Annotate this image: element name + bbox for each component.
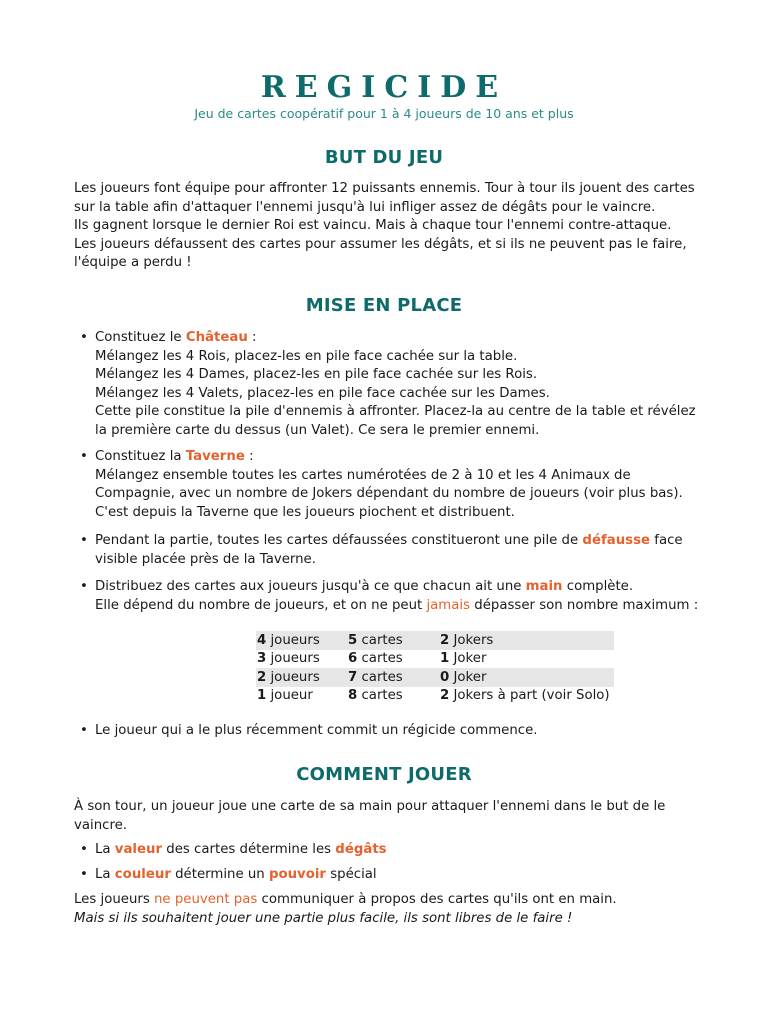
setup-item-chateau: [74, 329, 704, 441]
communication-rule: Les joueurs ne peuvent pas communiquer à propos des cartes qu'ils ont en main. Mais si ils souhaitent jouer une partie plus facile, ils sont libres de le faire !: [74, 892, 617, 926]
chateau-line-1: Mélangez les 4 Rois, placez-les en pile face cachée sur la table.: [95, 348, 518, 364]
setup-item-taverne: [74, 448, 704, 522]
players-cell: 1 joueur: [257, 688, 313, 704]
main-before: Distribuez des cartes aux joueurs jusqu'à ce que chacun ait une: [95, 579, 526, 594]
jokers-cell: 2 Jokers à part (voir Solo): [439, 687, 614, 706]
chateau-line-2: Mélangez les 4 Dames, placez-les en pile face cachée sur les Rois.: [95, 367, 538, 383]
players-cell: 2 joueurs: [256, 668, 347, 687]
table-row: [256, 631, 614, 650]
setup-list-chateau: [74, 329, 704, 441]
table-row: [256, 650, 614, 669]
cards-cell: 5 cartes: [347, 631, 439, 650]
heading-comment-jouer: COMMENT JOUER: [296, 764, 472, 785]
players-cell: 3 joueurs: [257, 651, 320, 667]
main-line2-after: dépasser son nombre maximum :: [470, 597, 699, 613]
page-title: REGICIDE: [260, 70, 508, 105]
keyword-chateau: Château: [185, 330, 248, 345]
keyword-jamais: jamais: [426, 597, 471, 613]
rule-valeur: • La valeur des cartes détermine les dégâts: [74, 841, 704, 860]
table-row: [256, 687, 614, 706]
chateau-intro: Constituez le: [95, 330, 186, 345]
jokers-cell: 2 Jokers: [439, 631, 614, 650]
defausse-after: face visible placée près de la Taverne.: [95, 533, 683, 567]
cards-cell: 6 cartes: [348, 651, 403, 667]
cards-cell: 8 cartes: [348, 688, 403, 704]
setup-list-main: [74, 578, 704, 615]
heading-mise-en-place: MISE EN PLACE: [305, 295, 463, 316]
keyword-couleur: couleur: [114, 866, 171, 882]
setup-item-defausse: [74, 532, 704, 569]
main-line2-before: Elle dépend du nombre de joueurs, et on ne peut: [95, 597, 427, 613]
taverne-line-2: C'est depuis la Taverne que les joueurs piochent et distribuent.: [95, 504, 515, 520]
keyword-ne-peuvent-pas: ne peuvent pas: [154, 892, 258, 907]
taverne-intro: Constituez la: [95, 449, 186, 464]
keyword-main: main: [525, 579, 563, 594]
cards-cell: 7 cartes: [347, 668, 439, 687]
rules-list: [74, 841, 704, 884]
heading-but-du-jeu: BUT DU JEU: [324, 147, 444, 168]
easy-mode-note: Mais si ils souhaitent jouer une partie plus facile, ils sont libres de le faire !: [74, 910, 573, 926]
page-subtitle: Jeu de cartes coopératif pour 1 à 4 joueurs de 10 ans et plus: [194, 106, 574, 121]
defausse-before: Pendant la partie, toutes les cartes défaussées constitueront une pile de: [95, 533, 583, 548]
goal-line-2: Ils gagnent lorsque le dernier Roi est vaincu. Mais à chaque tour l'ennemi contre-attaque.: [74, 218, 672, 234]
setup-item-main: [74, 578, 704, 615]
rule-couleur: • La couleur détermine un pouvoir spécial: [74, 866, 704, 885]
hand-size-table: [256, 631, 614, 705]
keyword-taverne: Taverne: [185, 449, 245, 464]
setup-item-starter: • Le joueur qui a le plus récemment commit un régicide commence.: [74, 722, 704, 741]
turn-intro: À son tour, un joueur joue une carte de sa main pour attaquer l'ennemi dans le but de le vaincre.: [74, 799, 666, 833]
players-cell: 4 joueurs: [256, 631, 347, 650]
setup-list-starter: [74, 722, 704, 741]
taverne-line-1: Mélangez ensemble toutes les cartes numérotées de 2 à 10 et les 4 Animaux de Compagnie, avec un nombre de Jokers dépendant du nombre de joueurs (voir plus bas).: [95, 467, 683, 502]
table-row: [256, 668, 614, 687]
keyword-degats: dégâts: [335, 842, 387, 857]
keyword-pouvoir: pouvoir: [268, 866, 326, 882]
jokers-cell: 0 Joker: [439, 668, 614, 687]
goal-line-3: Les joueurs défaussent des cartes pour assumer les dégâts, et si ils ne peuvent pas le faire, l'équipe a perdu !: [74, 236, 687, 271]
chateau-line-3: Mélangez les 4 Valets, placez-les en pile face cachée sur les Dames.: [95, 385, 550, 401]
goal-paragraph: [74, 180, 704, 273]
jokers-cell: 1 Joker: [440, 651, 487, 667]
main-after: complète.: [562, 579, 634, 594]
chateau-line-4: Cette pile constitue la pile d'ennemis à affronter. Placez-la au centre de la table et révélez la première carte du dessus (un Valet). Ce sera le premier ennemi.: [95, 404, 696, 438]
chateau-after: :: [247, 330, 257, 345]
setup-list-defausse: [74, 532, 704, 569]
keyword-defausse: défausse: [582, 533, 651, 548]
setup-list-taverne: [74, 448, 704, 522]
goal-line-1: Les joueurs font équipe pour affronter 12 puissants ennemis. Tour à tour ils jouent des cartes sur la table afin d'attaquer l'ennemi jusqu'à lui infliger assez de dégâts pour le vaincre.: [74, 181, 695, 215]
taverne-after: :: [244, 449, 254, 464]
keyword-valeur: valeur: [114, 842, 163, 857]
